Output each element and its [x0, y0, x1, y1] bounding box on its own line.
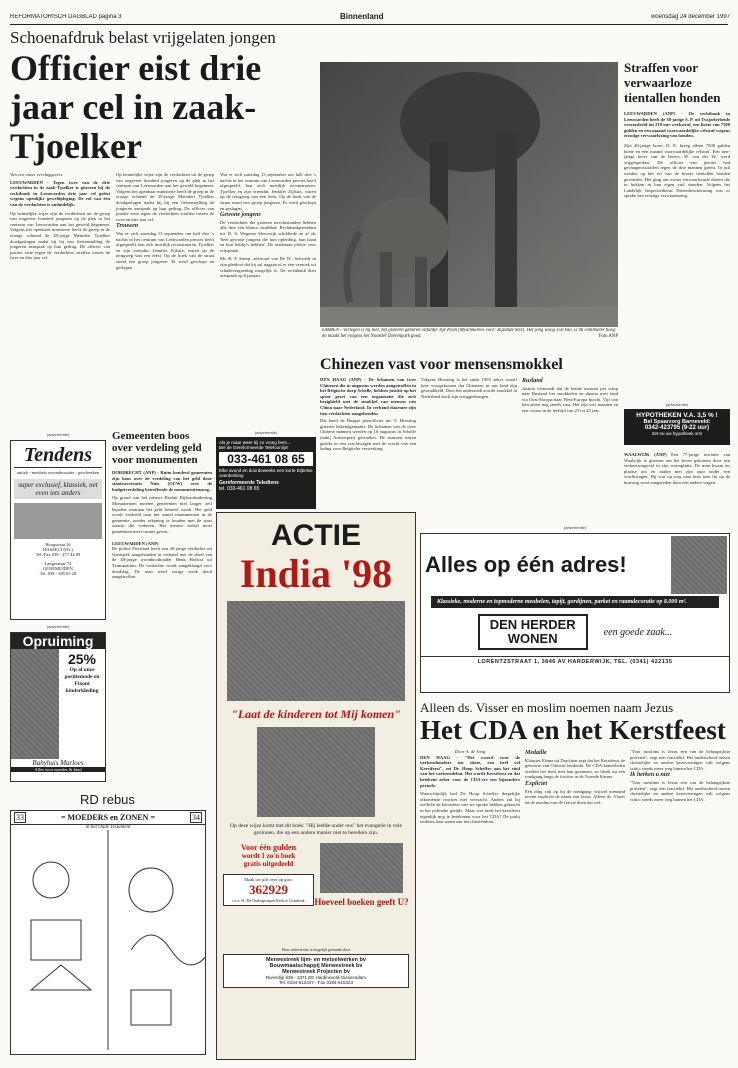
hypo-line1: HYPOTHEKEN V.A. 3,5 % ! — [636, 412, 718, 419]
monument-story — [112, 430, 212, 800]
actie-offer3: gratis uitgedeeld — [243, 860, 294, 868]
actie-giro-to: t.n.v. St. De Oudergroepen Kerk te Gouderak — [232, 898, 305, 903]
tendens-address4: GENEMUIDEN — [43, 566, 73, 571]
cda-headline: Het CDA en het Kerstfeest — [420, 715, 726, 745]
actie-books — [320, 843, 403, 893]
actie-footer3: Merwestreek Projecten bv — [282, 969, 350, 975]
tendens-slogan: super exclusief, klassiek, net even iets anders — [14, 479, 102, 499]
actie-footer-note: Deze advertentie is mogelijk gemaakt door — [281, 947, 351, 952]
right-story — [624, 60, 730, 380]
right-headline: Straffen voor verwaarloze tientallen honden — [624, 60, 721, 105]
actie-footer2: Bouwmaatschappij Merwestreek bv — [269, 963, 363, 969]
tendens-address1: Hoogstraat 16 — [45, 542, 71, 547]
china-intro: DEN HAAG (ANP) - De Schamen van twee Chinezen die in augustus werden aangetroffen in het Belgische dorp Schelle, hebben justitie op het spoor gezet van een organisatie die zich bezighield met de smokkel van mensen van China naar Nederland. In verband daarmee zijn tien verdachten aangehouden. — [320, 377, 416, 416]
waalwijk-story — [624, 452, 730, 522]
lead-body2-cont: Op heimelijke wijze zijn de verdachten uit de groep van ongeveer honderd jongeren op de plek in het centrum van Leeuwarden aan het geweld begonnen. Volgens het openbaar ministerie heeft de groep in de vroege ochtend de 28-jarige Meindert Tjoelker doodgeslagen nadat hij bij een fietsenstalling de jongeren aansprak op hun gedrag. De officier van justitie eiste tegen de verdachten straffen tussen de twee en drie jaar cel. — [116, 172, 214, 222]
tele-brand: Gereformeerde Telediens — [219, 480, 279, 486]
alles-ad-label: (advertentie) — [563, 525, 587, 530]
actie-footer5: Tel. 0184-612347 - Fax 0184-615323 — [278, 980, 354, 985]
tendens-ad-label: (advertentie) — [46, 432, 70, 437]
monument-intro: DORDRECHT (ANP) - Ruim honderd gemeenten zijn boos over de verdeling van het geld door staatssecretaris Nuis (OCW) over de budgetverdeling betreffende de monumentenzorg. — [112, 470, 212, 492]
rebus-sub: in het Oude Testament — [85, 825, 131, 830]
actie-title1: ACTIE — [271, 519, 361, 552]
lead-body4: Mr. R. P. Sneep, advocaat van De W., beloofde in zijn pleidooi dat hij zal nagaan of er een verzoek tot schadevergoeding mogelijk is. De rechtbank doet uitspraak op 6 januari. — [220, 256, 316, 279]
tele-line1: Als je maar weer bij zo vroeg bent... — [219, 440, 291, 445]
tendens-address3: Langestraat 74 — [44, 561, 72, 566]
cda-body2: Klaasjes Elsma uit Drachten zegt dat het Kerstfeest de geboorte van Christus herdenkt. De CDA-kamerleden vierden het feest met hun gezinnen, zo bleek uit een rondgang langs de fracties in de Tweede Kamer. — [525, 757, 625, 780]
lead-subhead-trouwen: Trouwen — [116, 223, 139, 230]
opruiming-pct: 25% — [67, 651, 97, 667]
lead-kicker: Schoenafdruk belast vrijgelaten jongen — [10, 28, 276, 47]
cda-kicker: Alleen ds. Visser en moslim noemen naam Jezus — [420, 700, 674, 715]
cda-subhead-expliciet: Expliciet — [525, 780, 547, 787]
opruiming-photo — [11, 649, 59, 759]
tendens-name: Tendens — [14, 444, 102, 468]
lead-byline: Van een onzer verslaggevers — [10, 172, 63, 177]
china-story — [320, 356, 618, 504]
cda-body3: Eén ding valt op bij de rondgang: vrijwel niemand noemt expliciet de naam van Jezus. Alleen ds. Visser en de moslim van de fractie doen dat wel. — [525, 788, 625, 805]
caption-text: EMMEN - Verlegen is hij niet, het gisteren geboren olifantje Tije Pyan (Myanmarees voor: Rijzende Ster). Het jong woog 150 kilo, is 96 centimeter hoog en maakt het volgens het Noorder Dierenpark goed. — [322, 328, 616, 339]
cda-byline: Door A. de Jong — [454, 749, 486, 754]
monument-body2: De politie Friesland heeft een 40-jarige verdachte uit Oentsjerk aangehouden in verband met de dood van de 48-jarige woonboothouder Henk Hofstra uit Tzummarum. De verdachte wordt aangeklaagd voor doodslag. De man werd vorige week dood aangetroffen. — [112, 546, 212, 580]
hypo-line3: 0342-423795 (9-22 uur) — [644, 425, 710, 431]
tendens-tagline: antiek - meubels woondecoratie - geschenken — [16, 470, 100, 475]
hypo-ad-label: (advertentie) — [665, 402, 689, 407]
actie-giro: 362929 — [249, 882, 288, 897]
lead-intro: LEEUWARDEN - Tegen twee van de drie verdachten in de zaak-Tjoelker is gisteren bij de rechtbank in Leeuwarden drie jaar cel geëist wegens openlijke geweldpleging. De rol van één van de verdachten is onduidelijk. — [10, 179, 110, 207]
opruiming-brand: Babyhuis Marloes — [32, 759, 84, 767]
lead-subhead-jongens: Gewone jongens — [220, 212, 261, 219]
masthead-section: Binnenland — [340, 12, 384, 21]
elephant-photo — [320, 62, 618, 327]
alles-ad[interactable] — [420, 533, 730, 693]
tendens-photo — [14, 503, 102, 539]
rebus-left-num: 33 — [16, 813, 24, 822]
lead-body3: De verdachten die gisteren terechtstonden hebben alle drie een blanco strafblad. Rechtbankpresident mr. R. S. Wegener Sleeswijk schilderde ze af als 'heel gewone jongens die hun opleiding, hun baan en hun hobby's hebben'. De raadsman pleitte voor vrijspraak. — [220, 219, 316, 253]
actie-footer1: Merwestreek lijm- en metselwerken bv — [266, 957, 366, 963]
rebus-right-num: 34 — [191, 813, 200, 822]
hypo-ad[interactable] — [624, 409, 730, 445]
actie-books-text: Hoeveel boeken geeft U? — [314, 897, 409, 907]
opruiming-footer: Alles voor moeder & kind — [11, 767, 105, 772]
tendens-phone1: Tel./Fax 038 - 477 44 09 — [35, 552, 81, 557]
waalwijk-body: Een 77-jarige inwoner van Waalwijk is gisteren om het leven gekomen door een verkeersongeval in zijn woonplaats. De man kwam ter plaatse om en raakte met zijn auto onder een vrachtwagen. Hij was op weg naar huis toen hij op de kruising werd aangereden door een andere wagen. — [624, 452, 730, 485]
china-body2: Justitie vermoedt dat de bende mensen per schip naar Rusland liet smokkelen en daarna over land via Oost-Europa naar West-Europa bracht. Vijf van hen zitten nog steeds vast. Het zijn vier mannen en een vrouw in de leeftijd van 25 tot 45 jaar. — [522, 385, 618, 413]
hypo-line4: Zet nu uw hypotheek om! — [651, 431, 703, 436]
tele-tel: tel. 033-461 08 65 — [219, 486, 260, 492]
actie-offer2: wordt 1 zo'n boek — [241, 852, 296, 860]
actie-photo-1 — [227, 601, 405, 701]
rebus-drawing — [11, 830, 205, 1050]
tele-phone: 033-461 08 65 — [219, 452, 313, 466]
cda-subhead-medaille: Medaille — [525, 750, 547, 756]
photo-caption — [322, 328, 618, 350]
cda-body: Waarschijnlijk had De Hoop Scheffer dergelijke afkomende reacties niet verwacht. Anders zal hij wellicht de kerstsfeer niet ter sprake hebben gebracht in het politieke getijde. Maar wat heeft het kerstfeest eigenlijk nog te betekenen voor het CDA? De partij ontleent haar naam aan het christendom. — [420, 791, 520, 825]
china-subhead: Rusland — [522, 378, 543, 384]
china-body: Dat heeft de Haagse persofficier mr. S. Horsting gisteren bekendgemaakt. De lichamen van de twee Chinese mannen werden op 16 augustus in Schelle (nabij Antwerpen) gevonden. De mannen waren gestikt in een vrachtwagen met de vracht van een lading voor Belgische verwerking. — [320, 418, 416, 452]
actie-footer4: Rivierdijk 636 - 3371 EE Hardinxveld-Giessendam — [265, 975, 367, 980]
cda-subhead-herken: Ik herken u niet — [630, 772, 670, 779]
opruiming-ad-label: (advertentie) — [46, 624, 70, 629]
china-headline: Chinezen vast voor mensensmokkel — [320, 356, 563, 373]
actie-title2: India '98 — [239, 551, 393, 596]
tendens-ad[interactable] — [10, 440, 106, 620]
lead-body2-more: Wat er zich zaterdag 13 september om half drie 's nachts in het centrum van Leeuwarden precies heeft afgespeeld, laat zich moeilijk reconstrueren. Tjoelker en zijn vriendin, Jennifer Zijlstra, waren op de terugweg van een feest. Op de hoek van de straat stond een groep jongeren. Er werd geschopt en geslagen. — [220, 172, 316, 211]
actie-slogan: "Laat de kinderen tot Mij komen" — [231, 707, 401, 721]
actie-body: Op deze wijze komt met dit boek: "Hij leefde onder ons" het evangelie in vele gezinnen, die op een andere manier niet te bereiken zijn. — [230, 823, 402, 836]
tele-line2: Bel de Gereformeerde Telefoonlijn! — [219, 445, 289, 450]
lead-body: Op heimelijke wijze zijn de verdachten uit de groep van ongeveer honderd jongeren op de plek in het centrum van Leeuwarden aan het geweld begonnen. Volgens het openbaar ministerie heeft de groep in de vroege ochtend de 28-jarige Meindert Tjoelker doodgeslagen nadat hij bij een fietsenstalling de jongeren aansprak op hun gedrag. De officier van justitie eiste tegen de verdachten straffen tussen de twee en drie jaar cel. — [10, 210, 110, 261]
tele-line3: Elke avond en doordeweeks een korte Bijbelse overdenking — [219, 468, 313, 478]
china-body3: Volgens Horsting is het sinds 1993 zeker twaalf keer voorgekomen dat Chinezen in ons land zijn gesmokkeld. Door het onderzoek zou de smokkel in Nederland sterk zijn teruggedrongen. — [421, 377, 517, 399]
rebus-headline: = MOEDERS en ZONEN = — [60, 813, 155, 822]
cda-body4: "Voor moslims is Jezus een van de belangrijkste profeten", zegt een fractielid. Het onderscheid tussen christelijke en andere kerstvieringen valt volgens critici steeds meer weg binnen het CDA. — [630, 779, 730, 802]
lead-body2: Wat er zich zaterdag 13 september om half drie 's nachts in het centrum van Leeuwarden precies heeft afgespeeld, laat zich moeilijk reconstrueren. Tjoelker en zijn vriendin, Jennifer Zijlstra, waren op de terugweg van een feest. Op de hoek van de straat stond een groep jongeren. Er werd geschopt en geslagen. — [116, 230, 214, 270]
caption-credit: Foto ANP — [598, 333, 618, 339]
cda-intro: DEN HAAG - "Het woord voor de varkenshouders ten slotte, een heel vol Kerstfeest", zei Dr. Hoop Scheffer aan het eind van het varkensdebat. Het wordt Kerstfeest en dat betekent zeker voor de CDA'ers een bijzondere periode. — [420, 754, 520, 788]
lead-story — [10, 28, 316, 418]
hypo-line2: Bel Spaarzorg Barneveld: — [643, 419, 711, 425]
rebus-box — [10, 810, 206, 1055]
elephant-image — [320, 62, 618, 327]
alles-photo — [671, 536, 727, 594]
right-body: Zijn 46-jarige broer, D. P., kreeg alleen 7500 gulden boete en een maand voorwaardelijke celstraf. Een tien-jarige broer van de broers, W. van der W., werd vrijgesproken. De officier van justitie had gevangenisstraffen tegen de drie mannen geëist. In juli werden op het erf van de broers tientallen honden gevonden. Het ging om zwaar verwaarloosde dieren die in hokken in hun eigen vuil stonden. Volgens het Landelijk Inspectiedienst Dierenbescherming was er sprake van ernstige verwaarlozing. — [624, 142, 730, 199]
alles-address: LORENTZSTRAAT 1, 3846 AV HARDERWIJK, TEL. (0341) 422135 — [421, 656, 729, 665]
alles-brand: DEN HERDER WONEN — [478, 614, 588, 650]
rebus-title: RD rebus — [80, 792, 135, 807]
monument-subhead: LEEUWARDEN (ANP) — [112, 540, 159, 546]
waalwijk-dateline: WAALWIJK (ANP) — [624, 452, 667, 457]
monument-headline: Gemeenten boos over verdeling geld voor monumenten — [112, 430, 202, 466]
actie-giro-label: Maak uw gift over op giro: — [244, 877, 293, 882]
alles-title: Alles op één adres! — [425, 552, 627, 577]
alles-slogan: een goede zaak... — [603, 626, 673, 638]
tendens-phone2: Tel. 038 - 385 65 28 — [39, 571, 77, 576]
right-intro: LEEUWARDEN (ANP) - De rechtbank in Leeuwarden heeft de 38-jarige S. P. uit Twijzelerheide veroordeeld tot 210 uur werkstraf, een boete van 7500 gulden en een maand voorwaardelijke celstraf wegens ernstige verwaarlozing van honden. — [624, 111, 730, 139]
cda-story — [420, 700, 730, 1060]
masthead-date: woensdag 24 december 1997 — [650, 14, 730, 20]
cda-body4-lead: "Voor moslims is Jezus een van de belangrijkste profeten", zegt een fractielid. Het onderscheid tussen christelijke en andere kerstvieringen valt volgens critici steeds meer weg binnen het CDA. — [630, 749, 730, 771]
opruiming-tagline: Op al onze positiemode en Fixoni kinderkleding — [64, 667, 100, 694]
opruiming-title: Opruiming — [11, 633, 105, 649]
tele-ad[interactable] — [216, 437, 316, 509]
tele-ad-label: (advertentie) — [254, 430, 278, 435]
actie-photo-2 — [257, 727, 375, 817]
tendens-address2: HASSELT (Ov.) — [43, 547, 73, 552]
actie-offer1: Voor één gulden — [240, 843, 297, 852]
masthead-left: REFORMATORISCH DAGBLAD pagina 3 — [10, 14, 122, 20]
masthead-rule — [10, 24, 728, 25]
lead-headline: Officier eist drie jaar cel in zaak-Tjoelker — [10, 48, 262, 166]
opruiming-ad[interactable] — [10, 632, 106, 782]
monument-body: Op grond van het nieuwe Besluit Rijkssubsidiering Monumenten moeten gemeenten niet langer zelf bepalen waaraan het geld besteed wordt. Het geld wordt verdeeld naar het aantal monumenten in de gemeente, zonder rekening te houden met de staat waarin die verkeren. Het nieuwe stelsel moet gemeenten meer ruimte geven. — [112, 495, 212, 534]
actie-india-ad[interactable] — [216, 512, 416, 1060]
alles-subtitle: Klassieke, moderne en topmoderne meubelen, tapijt, gordijnen, parket en raamdecoratie op 8.000 m². — [431, 596, 719, 608]
